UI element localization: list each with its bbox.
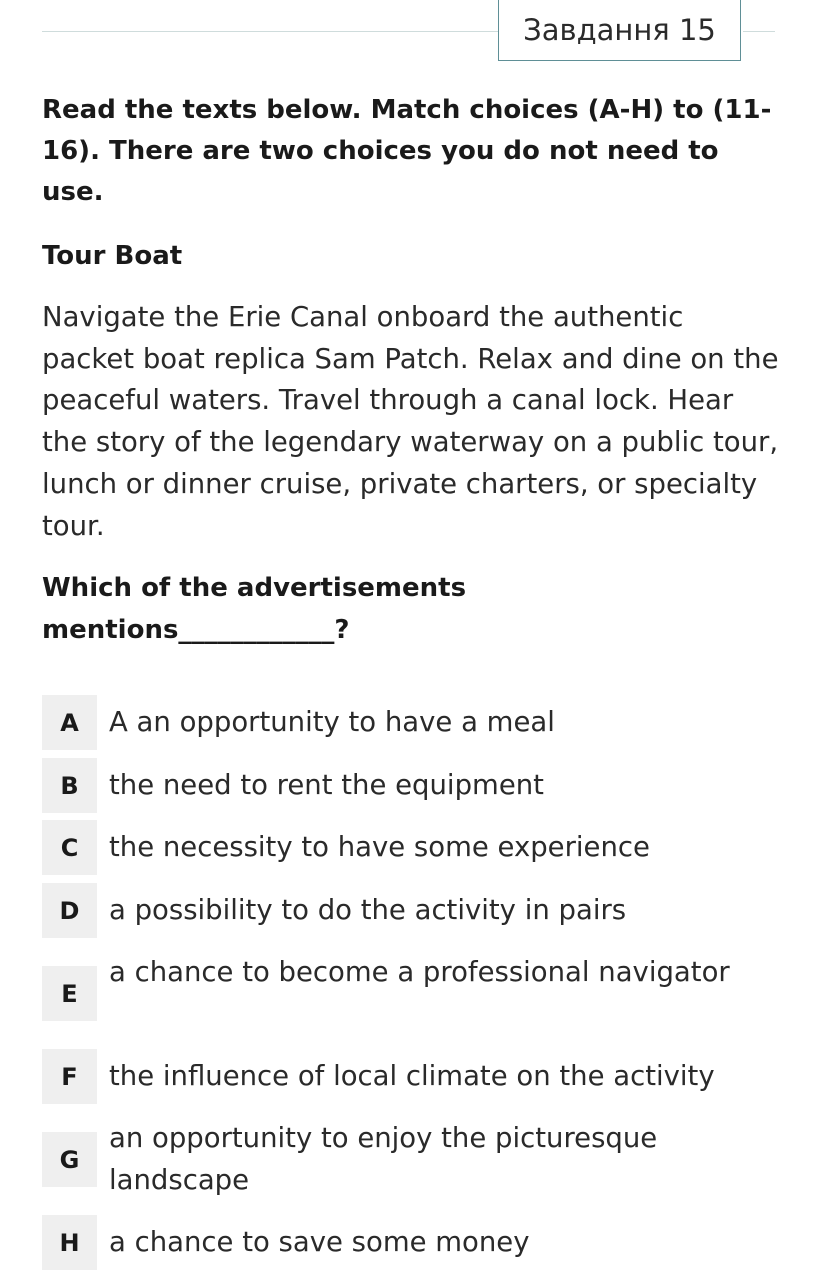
question-line-1: Which of the advertisements [42,573,467,603]
option-text: the need to rent the equipment [109,768,544,801]
option-b[interactable] [42,758,782,813]
option-letter: A [42,695,97,750]
option-text: the influence of local climate on the activity [109,1059,715,1092]
header-divider-right [743,31,775,32]
option-d[interactable] [42,883,782,938]
option-letter: E [42,966,97,1021]
option-c[interactable] [42,820,782,875]
question [42,567,782,651]
instructions: Read the texts below. Match choices (A-H) to (11-16). There are two choices you do not need to use. [42,95,772,207]
option-text: a chance to save some money [109,1225,530,1258]
option-text: A an opportunity to have a meal [109,705,555,738]
text-title: Tour Boat [42,241,183,271]
option-text: an opportunity to enjoy the picturesque landscape [109,1122,658,1196]
option-text: a chance to become a professional navigator [109,956,730,988]
option-e[interactable] [42,956,782,1021]
option-f[interactable] [42,1049,782,1104]
option-letter: D [42,883,97,938]
option-letter: B [42,758,97,813]
option-a[interactable] [42,695,782,750]
option-letter: F [42,1049,97,1104]
option-letter: H [42,1215,97,1270]
option-text: a possibility to do the activity in pairs [109,893,627,926]
option-g[interactable] [42,1122,782,1196]
body-text: Navigate the Erie Canal onboard the authentic packet boat replica Sam Patch. Relax and dine on the peaceful waters. Travel through a canal lock. Hear the story of the legendary waterway on a public tour, lunch or dinner cruise, private charters, or specialty tour. [42,301,779,542]
header-divider-left [42,31,498,32]
option-h[interactable] [42,1215,782,1270]
task-number-label: Завдання 15 [498,0,741,61]
option-letter: C [42,820,97,875]
option-letter: G [42,1132,97,1187]
question-line-2: mentions____________? [42,615,350,645]
option-text: the necessity to have some experience [109,830,650,863]
